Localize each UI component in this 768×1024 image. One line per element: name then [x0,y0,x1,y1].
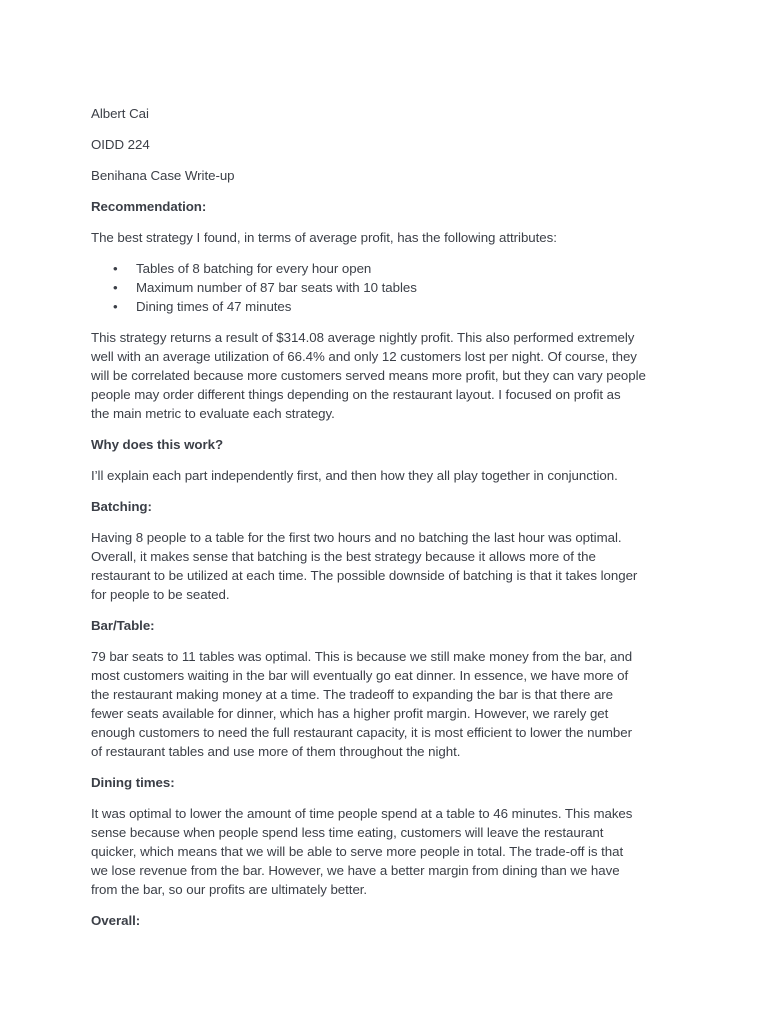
paragraph-line: we lose revenue from the bar. However, we have a better margin from dining than we have [91,863,620,878]
paragraph-line: people may order different things depending on the restaurant layout. I focused on profit as [91,387,621,402]
list-item-text: Tables of 8 batching for every hour open [136,261,372,276]
paragraph-line: Having 8 people to a table for the first two hours and no batching the last hour was optimal. [91,530,622,545]
paragraph-line: This strategy returns a result of $314.08 average nightly profit. This also performed extremely [91,330,635,345]
paragraph-line: Overall, it makes sense that batching is the best strategy because it allows more of the [91,549,596,564]
paragraph-line: from the bar, so our profits are ultimately better. [91,882,368,897]
list-item [91,278,691,297]
dining-times-paragraph [91,804,691,899]
paragraph-line: fewer seats available for dinner, which has a higher profit margin. However, we rarely get [91,706,609,721]
paragraph-line: the restaurant making money at a time. The tradeoff to expanding the bar is that there are [91,687,614,702]
list-item [91,259,691,278]
author-name: Albert Cai [91,106,149,121]
paragraph-line: It was optimal to lower the amount of time people spend at a table to 46 minutes. This makes [91,806,633,821]
list-item-text: Maximum number of 87 bar seats with 10 tables [136,280,417,295]
paragraph-line: the main metric to evaluate each strategy. [91,406,335,421]
attribute-list [91,259,691,316]
recommendation-paragraph [91,328,691,423]
overall-heading: Overall: [91,913,141,928]
bullet-icon: • [113,261,118,276]
paragraph-line: for people to be seated. [91,587,230,602]
course-code: OIDD 224 [91,137,150,152]
bar-table-heading: Bar/Table: [91,618,155,633]
paragraph-line: will be correlated because more customers served means more profit, but they can vary people [91,368,646,383]
recommendation-intro: The best strategy I found, in terms of average profit, has the following attributes: [91,230,557,245]
dining-times-heading: Dining times: [91,775,175,790]
batching-heading: Batching: [91,499,152,514]
paragraph-line: 79 bar seats to 11 tables was optimal. This is because we still make money from the bar, and [91,649,633,664]
paragraph-line: restaurant to be utilized at each time. The possible downside of batching is that it takes longer [91,568,638,583]
document-title: Benihana Case Write-up [91,168,235,183]
bullet-icon: • [113,280,118,295]
bullet-icon: • [113,299,118,314]
paragraph-line: most customers waiting in the bar will eventually go eat dinner. In essence, we have more of [91,668,629,683]
recommendation-heading: Recommendation: [91,199,207,214]
why-paragraph: I’ll explain each part independently first, and then how they all play together in conjunction. [91,468,618,483]
paragraph-line: well with an average utilization of 66.4% and only 12 customers lost per night. Of course, they [91,349,637,364]
document-page [91,104,691,942]
why-heading: Why does this work? [91,437,224,452]
bar-table-paragraph [91,647,691,761]
list-item-text: Dining times of 47 minutes [136,299,292,314]
batching-paragraph [91,528,691,604]
paragraph-line: quicker, which means that we will be able to serve more people in total. The trade-off is that [91,844,624,859]
paragraph-line: sense because when people spend less time eating, customers will leave the restaurant [91,825,604,840]
paragraph-line: of restaurant tables and use more of them throughout the night. [91,744,461,759]
list-item [91,297,691,316]
paragraph-line: enough customers to need the full restaurant capacity, it is most efficient to lower the number [91,725,632,740]
